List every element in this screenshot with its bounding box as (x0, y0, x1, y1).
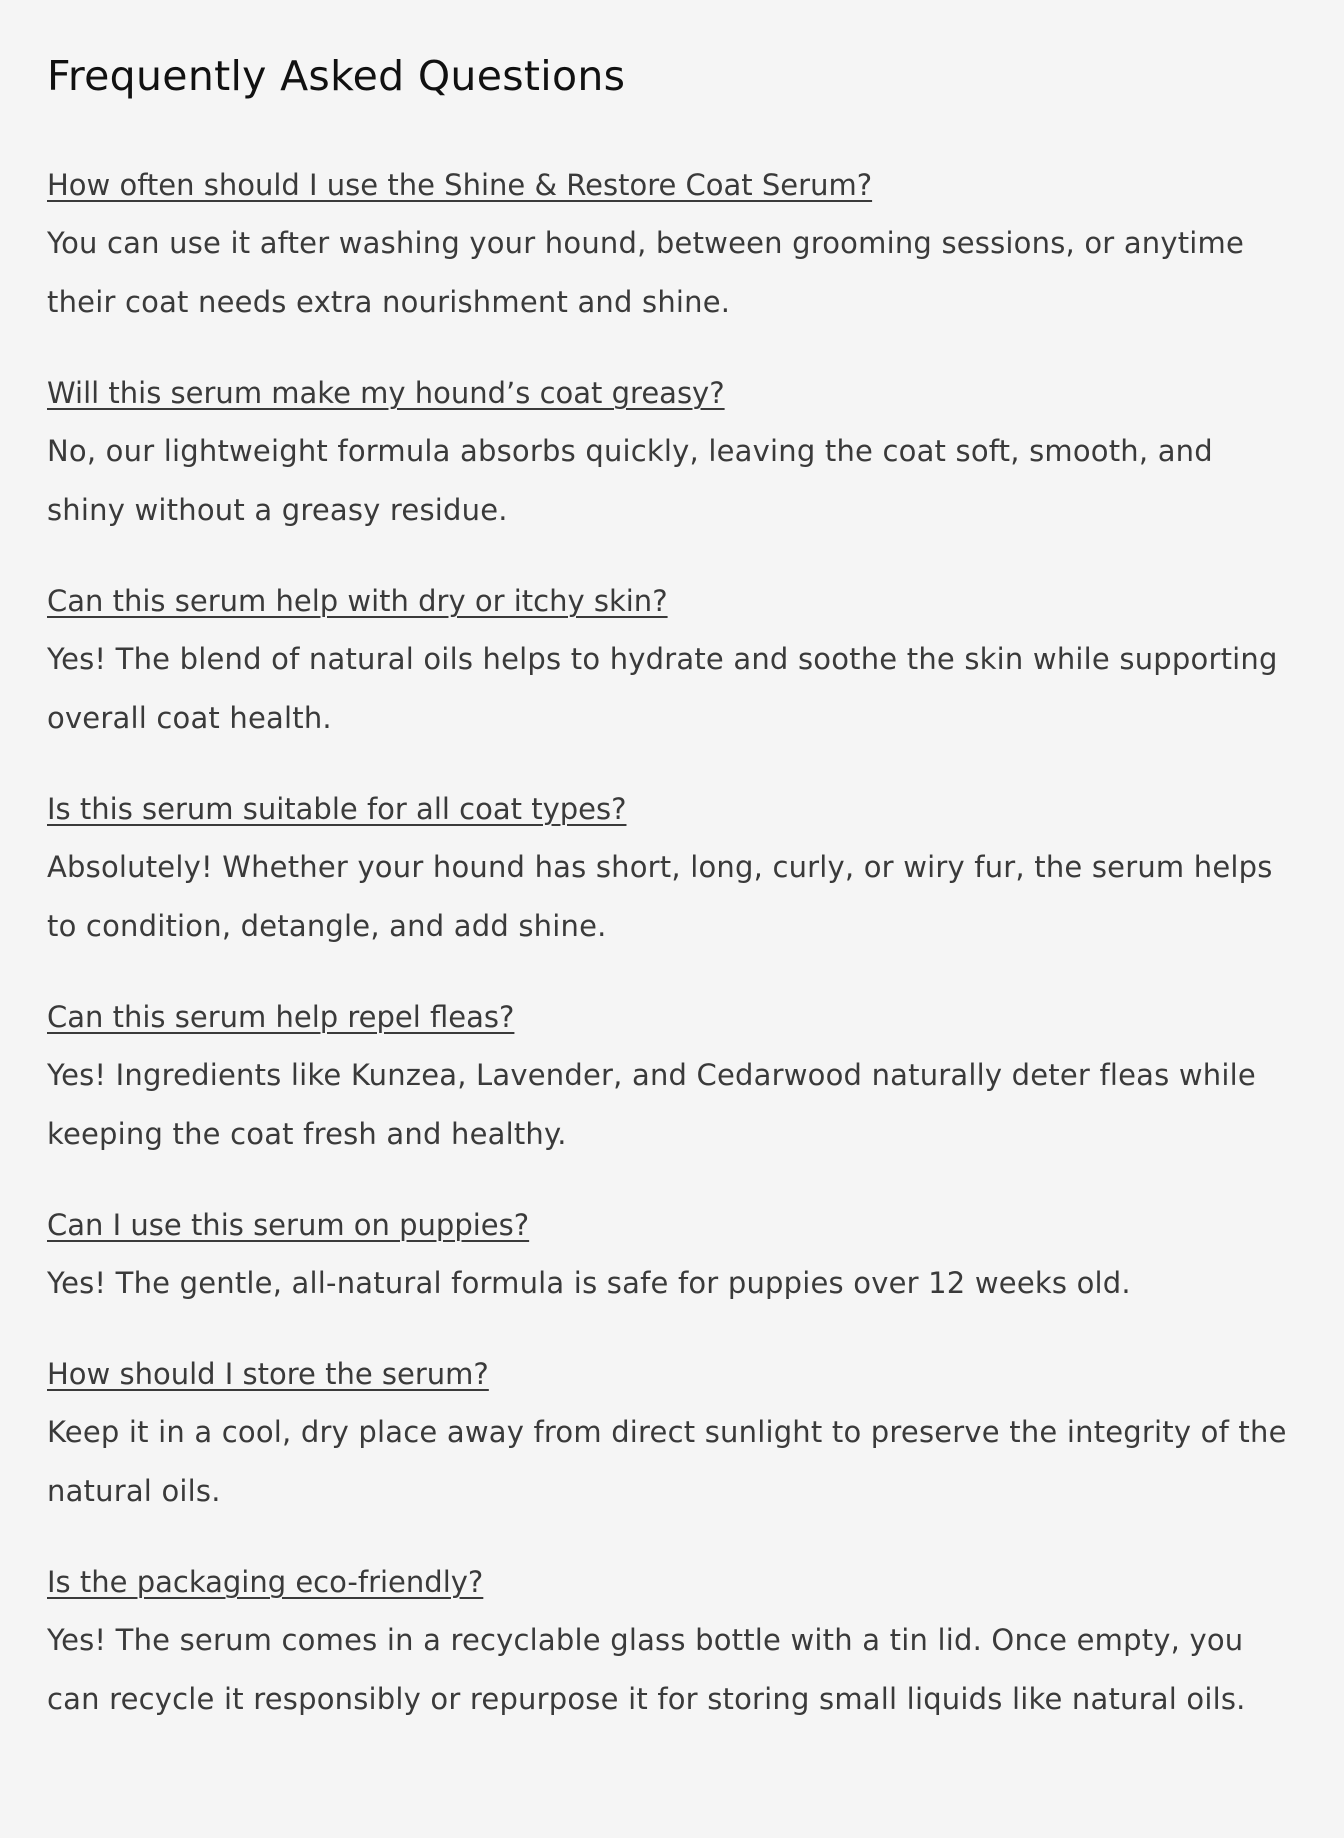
faq-question-link[interactable]: Can this serum help with dry or itchy skin? (47, 584, 668, 618)
faq-question-link[interactable]: How often should I use the Shine & Restore Coat Serum? (47, 168, 873, 202)
faq-question-link[interactable]: Can I use this serum on puppies? (47, 1208, 530, 1242)
faq-answer: You can use it after washing your hound, between grooming sessions, or anytime their coat needs extra nourishment and shine. (47, 226, 1245, 319)
faq-answer: Yes! The blend of natural oils helps to hydrate and soothe the skin while supporting overall coat health. (47, 642, 1278, 735)
faq-item (47, 572, 1297, 748)
faq-answer: Keep it in a cool, dry place away from direct sunlight to preserve the integrity of the natural oils. (47, 1415, 1287, 1508)
faq-item (47, 988, 1297, 1164)
page-title: Frequently Asked Questions (47, 52, 626, 100)
faq-item (47, 1553, 1297, 1729)
faq-answer: Yes! The gentle, all-natural formula is safe for puppies over 12 weeks old. (47, 1266, 1131, 1300)
faq-item (47, 1345, 1297, 1521)
faq-question-link[interactable]: Will this serum make my hound’s coat greasy? (47, 376, 725, 410)
faq-item (47, 156, 1297, 332)
faq-answer: Yes! Ingredients like Kunzea, Lavender, and Cedarwood naturally deter fleas while keeping the coat fresh and healthy. (47, 1058, 1256, 1151)
faq-answer: Absolutely! Whether your hound has short, long, curly, or wiry fur, the serum helps to condition, detangle, and add shine. (47, 850, 1273, 943)
faq-item (47, 1196, 1297, 1313)
faq-question-link[interactable]: Can this serum help repel fleas? (47, 1000, 515, 1034)
faq-answer: No, our lightweight formula absorbs quickly, leaving the coat soft, smooth, and shiny without a greasy residue. (47, 434, 1213, 527)
faq-item (47, 780, 1297, 956)
faq-question-link[interactable]: How should I store the serum? (47, 1357, 489, 1391)
faq-question-link[interactable]: Is this serum suitable for all coat types? (47, 792, 627, 826)
faq-answer: Yes! The serum comes in a recyclable glass bottle with a tin lid. Once empty, you can recycle it responsibly or repurpose it for storing small liquids like natural oils. (47, 1623, 1246, 1716)
faq-question-link[interactable]: Is the packaging eco-friendly? (47, 1565, 484, 1599)
faq-item (47, 364, 1297, 540)
